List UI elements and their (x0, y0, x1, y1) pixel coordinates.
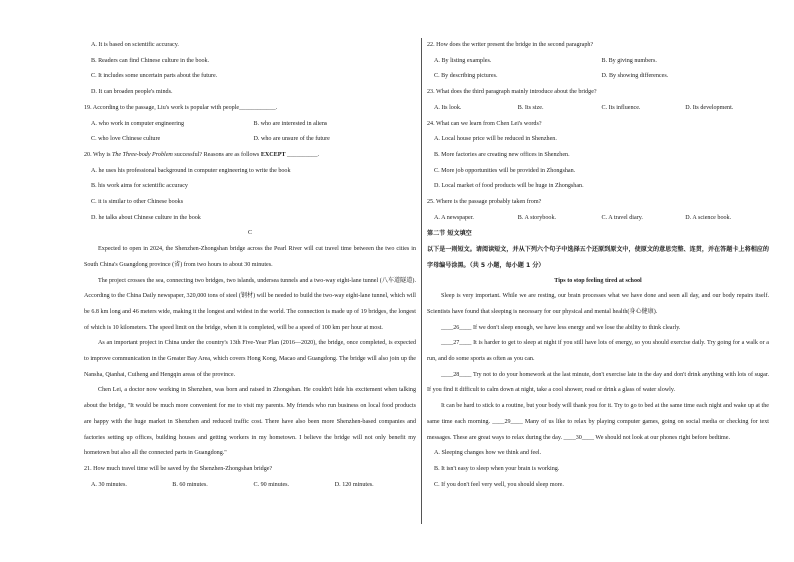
passage-paragraph-5: It can be hard to stick to a routine, but your body will thank you for it. Try to go to bed at the same time each night and wake up at the same time each morning. ____29____ Many of us like to relax by playing computer games, going on social media or checking for text messages. These are great ways to relax during the day. ____30____ We should not look at our phones right before bedtime. (427, 403, 769, 441)
q19-option-b: B. who are interested in aliens (253, 120, 328, 127)
q23-option-c: C. Its influence. (601, 104, 641, 111)
q20-option-a: A. he uses his professional background in computer engineering to write the book (91, 167, 291, 174)
q22-option-b: B. By giving numbers. (601, 57, 657, 64)
right-column (427, 38, 769, 493)
q18-option-b: B. Readers can find Chinese culture in the book. (91, 57, 210, 64)
passage-paragraph-2: ____26____ If we don't sleep enough, we have less energy and we lose the ability to think clearly. (441, 324, 681, 331)
q19-options-row2 (84, 132, 416, 148)
q25-option-b: B. A storybook. (517, 214, 557, 221)
choice-b: B. It isn't easy to sleep when your brain is working. (434, 465, 560, 472)
left-column (84, 38, 416, 493)
passage-c-paragraph-1: Expected to open in 2024, the Shenzhen-Zhongshan bridge across the Pearl River will cut travel time between the two cities in South China's Guangdong province (省) from two hours to about 30 minutes. (84, 246, 416, 268)
q24-option-a: A. Local house price will be reduced in Shenzhen. (434, 136, 557, 143)
q22-stem: 22. How does the writer present the bridge in the second paragraph? (427, 42, 594, 48)
q20-prefix: 20. Why is (84, 151, 112, 158)
q21-option-b: B. 60 minutes. (172, 481, 208, 488)
q18-option-d: D. It can broaden people's minds. (91, 89, 173, 96)
q22-options-row1 (427, 54, 769, 70)
q21-stem: 21. How much travel time will be saved by the Shenzhen-Zhongshan bridge? (84, 465, 273, 472)
q18-option-c: C. It includes some uncertain parts about the future. (91, 73, 218, 80)
passage-paragraph-4: ____28____ Try not to do your homework at the last minute, don't exercise late in the day and don't drink anything with lots of sugar. If you find it difficult to calm down at night, take a cool shower, read or drink a glass of water slowly. (427, 371, 769, 394)
q19-stem: 19. According to the passage, Liu's work is popular with people____________. (84, 104, 278, 111)
q20-book-title: The Three-body Problem (112, 151, 173, 158)
q22-option-a: A. By listing examples. (434, 57, 492, 64)
q21-option-c: C. 90 minutes. (253, 481, 290, 488)
q21-option-a: A. 30 minutes. (91, 481, 127, 488)
q20-option-b: B. his work aims for scientific accuracy (91, 183, 188, 190)
q24-option-c: C. More job opportunities will be provided in Zhongshan. (434, 167, 576, 174)
q24-option-b: B. More factories are creating new offices in Shenzhen. (434, 151, 570, 158)
q19-option-d: D. who are unsure of the future (253, 136, 330, 143)
q23-option-a: A. Its look. (434, 104, 462, 111)
q20-option-c: C. it is similar to other Chinese books (91, 199, 184, 206)
q23-option-b: B. Its size. (517, 104, 544, 111)
q22-options-row2 (427, 69, 769, 85)
column-divider (421, 38, 422, 524)
q19-option-a: A. who work in computer engineering (91, 120, 185, 127)
q25-option-a: A. A newspaper. (434, 214, 474, 221)
passage-c-paragraph-2: The project crosses the sea, connecting two bridges, two islands, undersea tunnels and a two-way eight-lane tunnel (八车道隧道). According to the China Daily newspaper, 320,000 tons of steel (钢材) will be needed to build the two-way eight-lane tunnel, which will be 6.8 km long and 46 meters wide, making it the longest and widest in the world. The connection is made up of 19 bridges, the longest of which is 10 kilometers. The speed limit on the bridge, when it is completed, will be a speed of 100 km per hour at most. (84, 277, 416, 331)
q20-except: EXCEPT (260, 151, 286, 158)
q25-stem: 25. Where is the passage probably taken from? (427, 199, 542, 206)
q23-option-d: D. Its development. (685, 104, 734, 111)
q21-option-d: D. 120 minutes. (334, 481, 374, 488)
q20-option-d: D. he talks about Chinese culture in the book (91, 214, 201, 221)
q22-option-d: D. By showing differences. (601, 73, 669, 80)
q21-options (84, 478, 416, 494)
q20-blank: __________. (285, 151, 320, 158)
passage-paragraph-1: Sleep is very important. While we are resting, our brain processes what we have done and seen all day, and our body repairs itself. Scientists have found that sleeping is necessary for our physical and mental health(身心健康). (427, 293, 769, 315)
passage-c-paragraph-4: Chen Lei, a doctor now working in Shenzhen, was born and raised in Zhongshan. He couldn't hide his excitement when talking about the bridge, "It would be much more convenient for me to visit my parents. My friends who run business on local food products are happy with the huge market in Shenzhen and reduced traffic cost. There have also been more Shenzhen-based companies and factories setting up offices, building houses and getting workers in my hometown. I believe the bridge will not only benefit my hometown but also all the connected parts in Guangdong." (84, 387, 416, 457)
section-2-title: 第二节 短文填空 (427, 230, 472, 238)
q25-option-c: C. A travel diary. (601, 214, 643, 221)
passage-title: Tips to stop feeling tired at school (554, 277, 642, 284)
q20-stem (84, 148, 416, 164)
passage-c-paragraph-3: As an important project in China under the country's 13th Five-Year Plan (2016—2020), the bridge, once completed, is expected to improve communication in the Greater Bay Area, which covers Hong Kong, Macao and Guangdong. The bridge will also join up the Nansha, Qianhai, Cuiheng and Hengqin areas of the province. (84, 340, 416, 378)
q25-option-d: D. A science book. (685, 214, 732, 221)
q19-option-c: C. who love Chinese culture (91, 136, 161, 143)
q24-stem: 24. What can we learn from Chen Lei's words? (427, 120, 542, 127)
q23-stem: 23. What does the third paragraph mainly introduce about the bridge? (427, 89, 597, 96)
passage-paragraph-3: ____27____ It is harder to get to sleep at night if you still have lots of energy, so you should exercise daily. Try going for a walk or a run, and do some sports as often as you can. (427, 340, 769, 363)
choice-c: C. If you don't feel very well, you should sleep more. (434, 481, 564, 488)
q18-option-a: A. It is based on scientific accuracy. (91, 42, 179, 48)
q19-options-row1 (84, 117, 416, 133)
section-c-heading: C (247, 230, 253, 237)
q20-mid: successful? Reasons are as follows (172, 151, 261, 158)
q25-options (427, 211, 769, 227)
section-2-instructions: 以下是一则短文。请阅读短文，并从下列六个句子中选择五个还原到原文中，使原文的意思完整、连贯，并在答题卡上将相应的字母编号涂黑。（共 5 小题，每小题 1 分） (427, 246, 769, 269)
choice-a: A. Sleeping changes how we think and feel. (434, 450, 542, 457)
q24-option-d: D. Local market of food products will be huge in Zhongshan. (434, 183, 584, 190)
q22-option-c: C. By describing pictures. (434, 73, 498, 80)
q23-options (427, 101, 769, 117)
